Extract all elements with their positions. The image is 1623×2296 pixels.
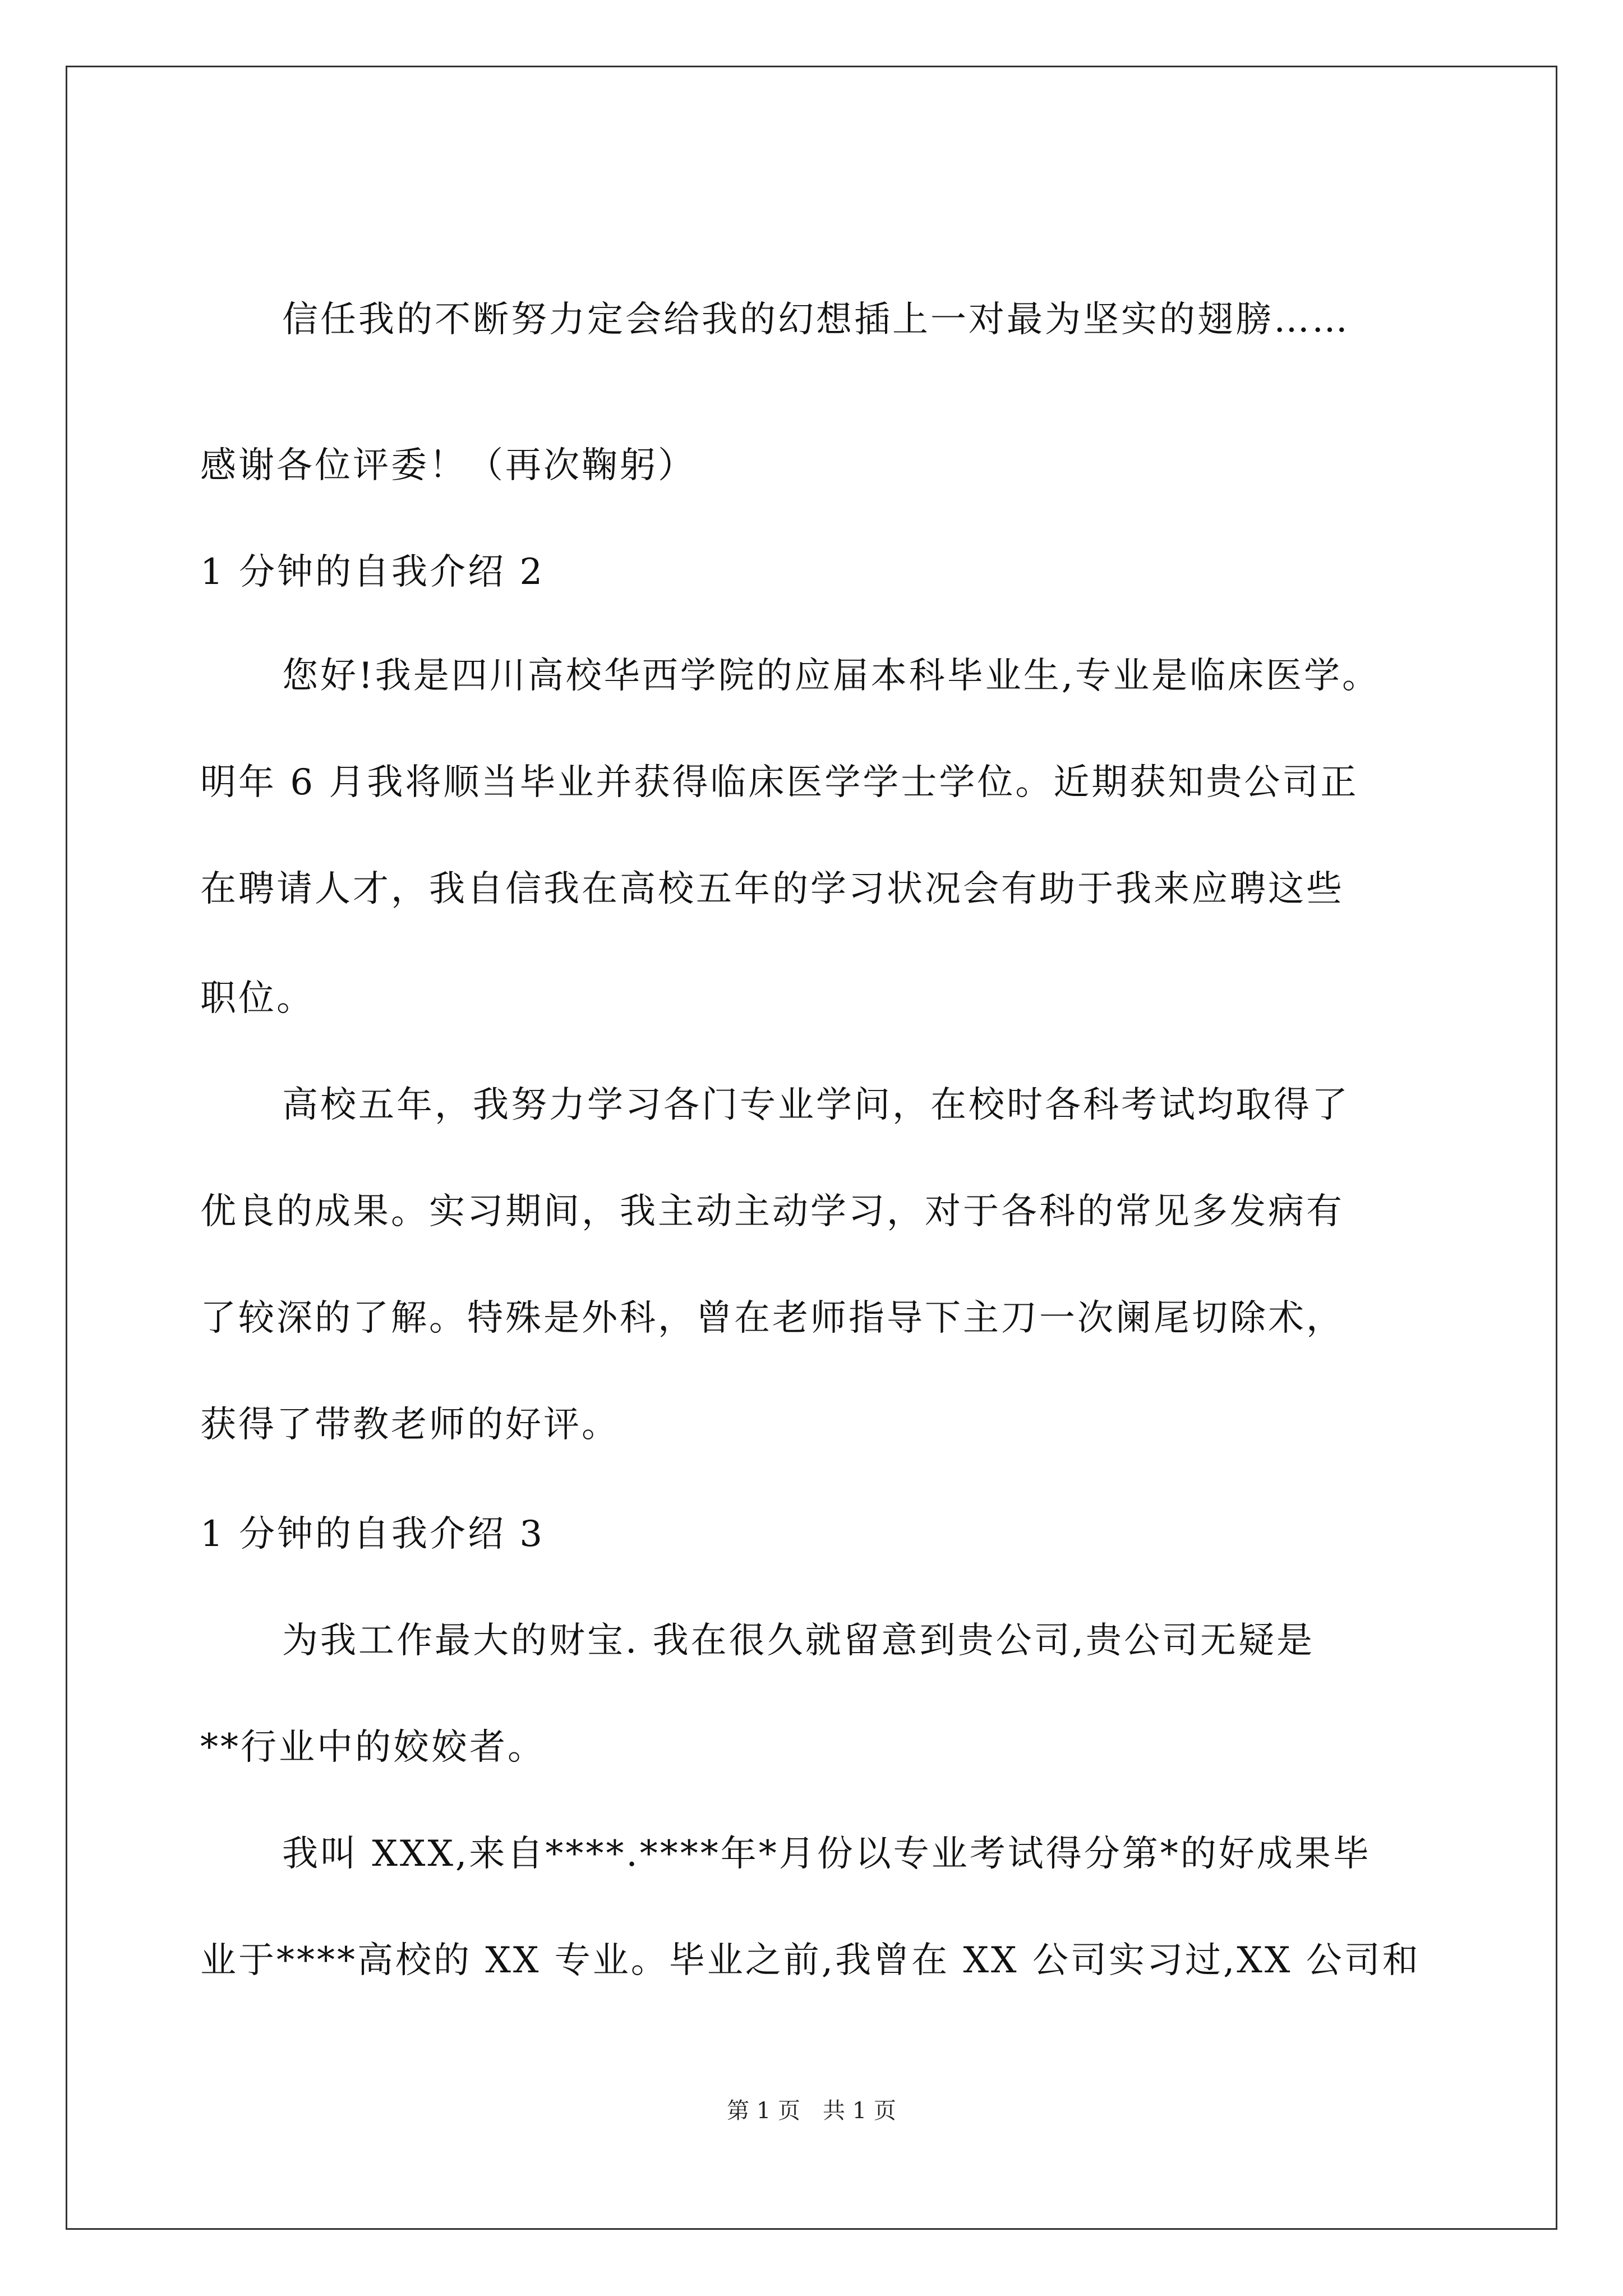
paragraph-line: 在聘请人才，我自信我在高校五年的学习状况会有助于我来应聘这些 [200,868,1344,910]
paragraph-line: 为我工作最大的财宝. 我在很久就留意到贵公司,贵公司无疑是 [282,1620,1315,1662]
paragraph-line: 我叫 XXX,来自****.****年*月份以专业考试得分第*的好成果毕 [282,1833,1371,1875]
page-number-footer: 第 1 页 共 1 页 [727,2098,896,2124]
section-heading: 1 分钟的自我介绍 2 [200,551,545,593]
paragraph-line: 职位。 [200,978,315,1019]
paragraph-line: 业于****高校的 XX 专业。毕业之前,我曾在 XX 公司实习过,XX 公司和 [200,1940,1421,1981]
section-heading: 1 分钟的自我介绍 3 [200,1513,545,1555]
paragraph-line: 高校五年，我努力学习各门专业学问，在校时各科考试均取得了 [282,1084,1350,1126]
paragraph-line: 感谢各位评委！（再次鞠躬） [200,445,696,486]
paragraph-line: 优良的成果。实习期间，我主动主动学习，对于各科的常见多发病有 [200,1191,1344,1232]
paragraph-line: 您好!我是四川高校华西学院的应届本科毕业生,专业是临床医学。 [282,655,1381,697]
page-border [66,66,1557,2230]
paragraph-line: **行业中的姣姣者。 [200,1727,546,1768]
paragraph-line: 明年 6 月我将顺当毕业并获得临床医学学士学位。近期获知贵公司正 [200,762,1359,803]
paragraph-line: 了较深的了解。特殊是外科，曾在老师指导下主刀一次阑尾切除术， [200,1297,1344,1339]
paragraph-line: 信任我的不断努力定会给我的幻想插上一对最为坚实的翅膀…… [282,299,1350,341]
paragraph-line: 获得了带教老师的好评。 [200,1404,620,1446]
